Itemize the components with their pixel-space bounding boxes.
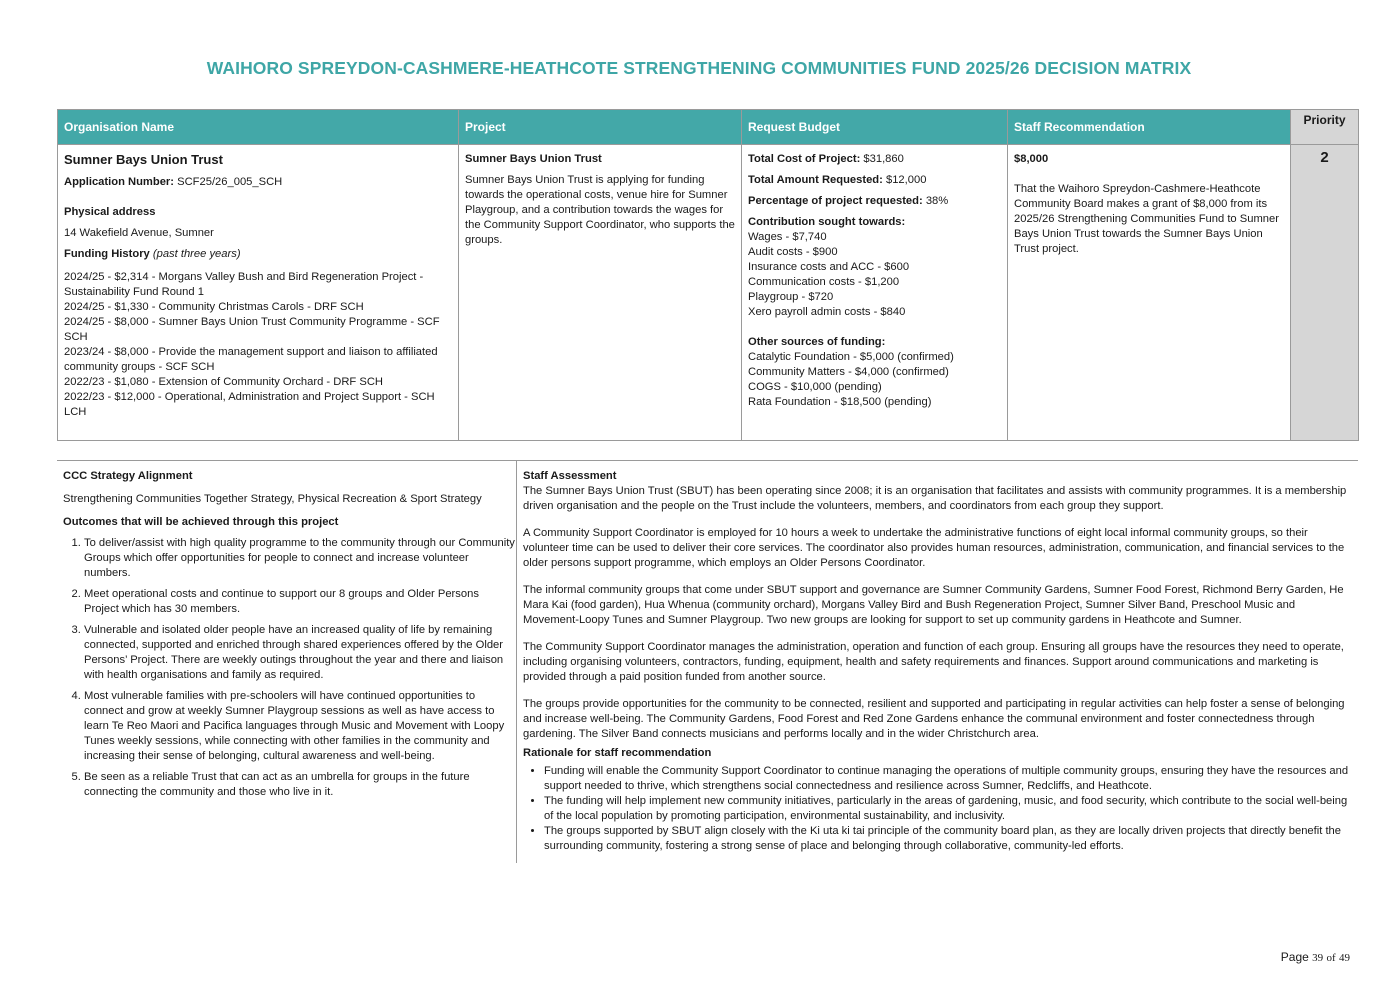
percentage-requested-label: Percentage of project requested: <box>748 195 923 207</box>
outcome-item: 5. Be seen as a reliable Trust that can act as an umbrella for groups in the future connecting the community and those who live in it. <box>84 770 515 800</box>
page-label: Page <box>1280 950 1309 964</box>
header-project: Project <box>459 110 742 145</box>
rationale-item: • Funding will enable the Community Support Coordinator to continue managing the operations of multiple community groups, ensuring they have the resources and support needed to thrive, which strengthens social connectedness and resilience across Sumner, Redcliffs, and Heathcote. <box>544 764 1353 794</box>
request-budget-cell <box>742 145 1008 441</box>
other-funding-item: COGS - $10,000 (pending) <box>748 381 882 393</box>
page-current: 39 <box>1312 952 1324 964</box>
strategy-alignment-column <box>57 461 521 806</box>
total-requested-value: $12,000 <box>885 174 927 186</box>
page-total: 49 <box>1339 952 1350 964</box>
funding-history-heading <box>64 247 452 262</box>
page-title: WAIHORO SPREYDON-CASHMERE-HEATHCOTE STRENGTHENING COMMUNITIES FUND 2025/26 DECISION MATRIX <box>206 58 1192 78</box>
outcome-item: 3. Vulnerable and isolated older people have an increased quality of life by remaining connected, supported and enriched through shared experiences offered by the Older Persons’ Project. There are weekly outings throughout the year and there and liaison with health organisations and family as required. <box>84 623 515 683</box>
funding-history-item: 2023/24 - $8,000 - Provide the management support and liaison to affiliated community groups - SCF SCH <box>64 346 438 373</box>
assessment-paragraph: The informal community groups that come under SBUT support and governance are Sumner Community Gardens, Sumner Food Forest, Richmond Berry Garden, He Mara Kai (food garden), Hua Whenua (community orchard), Morgans Valley Bird and Bush Regeneration Project, Sumner Silver Band, Preschool Music and Movement-Loopy Tunes and Sumner Playgroup. Two new groups are looking for support to set up community gardens in Heathcote and Sumner. <box>523 584 1344 626</box>
assessment-paragraph: A Community Support Coordinator is employed for 10 hours a week to undertake the administrative functions of eight local informal community groups, so their volunteer time can be used to deliver their core services. The coordinator also provides human resources, administration, communication, and financial services to the older persons support programme, which employs an Older Persons Coordinator. <box>523 527 1345 569</box>
recommendation-text: That the Waihoro Spreydon-Cashmere-Heathcote Community Board makes a grant of $8,000 from its 2025/26 Strengthening Communities Fund to Sumner Bays Union Trust towards the Sumner Bays Union Trust project. <box>1014 183 1279 255</box>
application-number-value: SCF25/26_005_SCH <box>177 176 283 188</box>
other-funding-item: Community Matters - $4,000 (confirmed) <box>748 366 949 378</box>
rationale-item: • The groups supported by SBUT align closely with the Ki uta ki tai principle of the community board plan, as they are locally driven projects that directly benefit the surrounding community, fostering a strong sense of place and belonging through collaborative, community-led efforts. <box>544 824 1353 854</box>
contribution-item: Playgroup - $720 <box>748 291 834 303</box>
contribution-list <box>748 230 1001 320</box>
application-number <box>64 175 452 190</box>
organisation-cell <box>58 145 459 441</box>
total-requested <box>748 173 1001 188</box>
funding-history-item: 2022/23 - $1,080 - Extension of Community Orchard - DRF SCH <box>64 376 383 388</box>
funding-history-item: 2024/25 - $1,330 - Community Christmas Carols - DRF SCH <box>64 301 364 313</box>
table-row <box>58 145 1359 441</box>
page-of: of <box>1326 952 1336 964</box>
project-name: Sumner Bays Union Trust <box>465 153 602 165</box>
project-cell <box>459 145 742 441</box>
application-number-label: Application Number: <box>64 176 175 188</box>
assessment-paragraph: The Community Support Coordinator manages the administration, operation and function of each group. Ensuring all groups have the resources they need to operate, including organising volunteers, contractors, funding, equipment, health and safety requirements and finances. Support around communications and marketing is provided through a paid position funded from another source. <box>523 641 1344 683</box>
header-priority: Priority <box>1291 110 1359 145</box>
strategy-alignment-heading: CCC Strategy Alignment <box>63 470 193 482</box>
funding-history-item: 2024/25 - $8,000 - Sumner Bays Union Trust Community Programme - SCF SCH <box>64 316 440 343</box>
outcome-item: 4. Most vulnerable families with pre-schoolers will have continued opportunities to connect and grow at weekly Sumner Playgroup sessions as well as have access to learn Te Reo Maori and Pacifica languages through Music and Movement with Loopy Tunes weekly sessions, while connecting with other families in the community and increasing their sense of belonging, cultural awareness and well-being. <box>84 689 515 764</box>
recommended-amount: $8,000 <box>1014 153 1049 165</box>
funding-history-item: 2024/25 - $2,314 - Morgans Valley Bush and Bird Regeneration Project - Sustainability Fund Round 1 <box>64 271 424 298</box>
header-request-budget: Request Budget <box>742 110 1008 145</box>
total-cost <box>748 152 1001 167</box>
funding-history-note: (past three years) <box>152 248 241 260</box>
assessment-section <box>57 460 1358 863</box>
contribution-item: Xero payroll admin costs - $840 <box>748 306 906 318</box>
percentage-requested <box>748 194 1001 209</box>
page-number <box>1281 950 1350 964</box>
strategy-alignment-text: Strengthening Communities Together Strategy, Physical Recreation & Sport Strategy <box>63 493 482 505</box>
contribution-item: Audit costs - $900 <box>748 246 838 258</box>
funding-history-label: Funding History <box>64 248 150 260</box>
staff-assessment-heading: Staff Assessment <box>523 470 617 482</box>
rationale-item: • The funding will help implement new community initiatives, particularly in the areas of gardening, music, and food security, which contribute to the social well-being of the local population by promoting participation, environmental sustainability, and inclusivity. <box>544 794 1353 824</box>
physical-address-value: 14 Wakefield Avenue, Sumner <box>64 227 214 239</box>
funding-history-list <box>64 270 452 420</box>
funding-history-item: 2022/23 - $12,000 - Operational, Administration and Project Support - SCH LCH <box>64 391 435 418</box>
outcomes-heading: Outcomes that will be achieved through this project <box>63 516 339 528</box>
project-description: Sumner Bays Union Trust is applying for funding towards the operational costs, venue hire for Sumner Playgroup, and a contribution towards the wages for the Community Support Coordinator, who supports the groups. <box>465 174 735 246</box>
contribution-item: Wages - $7,740 <box>748 231 827 243</box>
priority-value: 2 <box>1291 145 1359 441</box>
contribution-item: Insurance costs and ACC - $600 <box>748 261 910 273</box>
outcome-item: 2. Meet operational costs and continue to support our 8 groups and Older Persons Project which has 30 members. <box>84 587 515 617</box>
staff-recommendation-cell <box>1008 145 1291 441</box>
physical-address-label: Physical address <box>64 206 156 218</box>
header-organisation-name: Organisation Name <box>58 110 459 145</box>
outcomes-list <box>63 536 515 800</box>
contribution-sought-label: Contribution sought towards: <box>748 216 906 228</box>
contribution-item: Communication costs - $1,200 <box>748 276 900 288</box>
total-cost-label: Total Cost of Project: <box>748 153 861 165</box>
other-funding-item: Catalytic Foundation - $5,000 (confirmed) <box>748 351 954 363</box>
assessment-paragraph: The Sumner Bays Union Trust (SBUT) has been operating since 2008; it is an organisation that facilitates and assists with community programmes. It is a membership driven organisation and the people on the Trust include the volunteers, members, and coordinators from each group they support. <box>523 485 1347 512</box>
rationale-list <box>523 764 1353 854</box>
other-funding-label: Other sources of funding: <box>748 336 886 348</box>
rationale-heading: Rationale for staff recommendation <box>523 747 712 759</box>
percentage-requested-value: 38% <box>925 195 949 207</box>
other-funding-list <box>748 350 1001 410</box>
total-cost-value: $31,860 <box>863 153 904 165</box>
outcome-item: 1. To deliver/assist with high quality programme to the community through our Community Groups which offer opportunities for people to connect and increase volunteer numbers. <box>84 536 515 581</box>
organisation-name: Sumner Bays Union Trust <box>64 152 223 167</box>
total-requested-label: Total Amount Requested: <box>748 174 883 186</box>
other-funding-item: Rata Foundation - $18,500 (pending) <box>748 396 932 408</box>
header-staff-recommendation: Staff Recommendation <box>1008 110 1291 145</box>
staff-assessment-column <box>516 461 1359 863</box>
table-header-row <box>58 110 1359 145</box>
decision-matrix-table <box>57 109 1359 441</box>
assessment-paragraph: The groups provide opportunities for the community to be connected, resilient and supported and participating in regular activities can help foster a sense of belonging and increase well-being. The Community Gardens, Food Forest and Red Zone Gardens enhance the communal environment and foster connectedness through gardening. The Silver Band connects musicians and performs locally and in the wider Christchurch area. <box>523 698 1345 740</box>
